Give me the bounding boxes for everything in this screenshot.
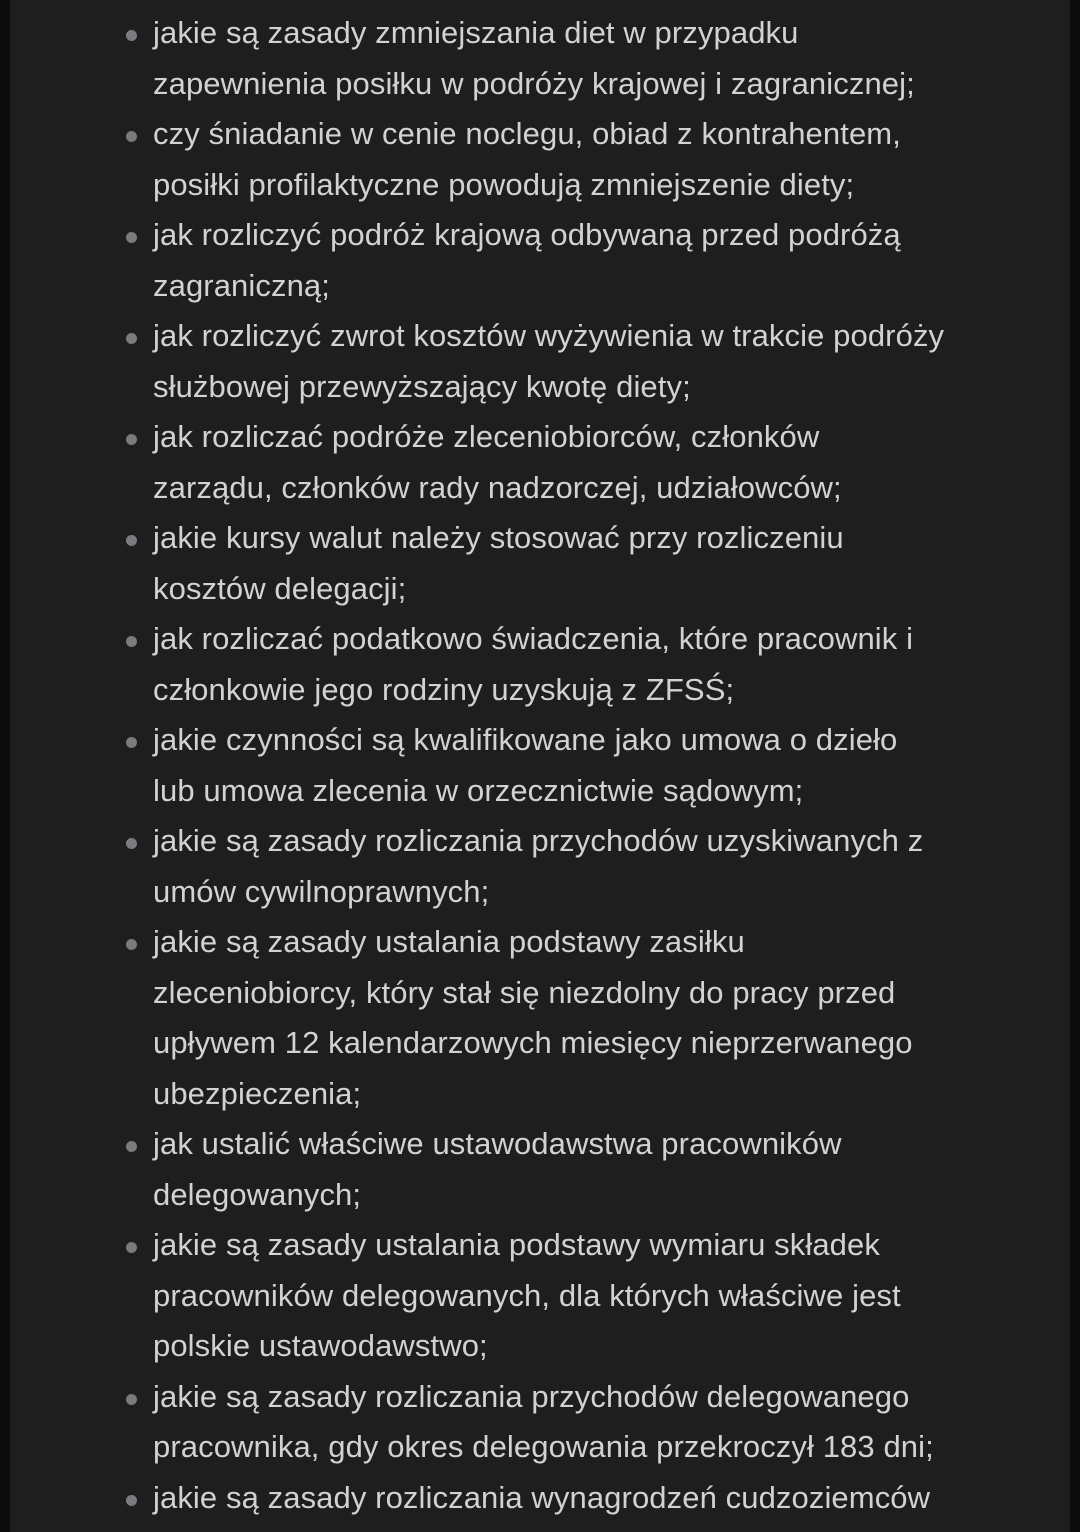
list-item-text: kosztów delegacji; bbox=[153, 570, 407, 606]
list-item-text: upływem 12 kalendarzowych miesięcy nieprzerwanego bbox=[153, 1025, 913, 1060]
list-item bbox=[0, 8, 1080, 109]
list-item-text: pracowników delegowanych, dla których właściwe jest bbox=[153, 1277, 901, 1313]
bullet-dot-icon bbox=[126, 434, 137, 445]
list-item-text: jak rozliczać podatkowo świadczenia, które pracownik i bbox=[153, 621, 914, 656]
list-item-text: posiłki profilaktyczne powodują zmniejszenie diety; bbox=[153, 166, 855, 202]
list-item bbox=[0, 1119, 1080, 1220]
list-item bbox=[0, 1473, 1080, 1524]
list-item-text: jakie czynności są kwalifikowane jako umowa o dzieło bbox=[153, 722, 898, 757]
list-item-text: jakie są zasady ustalania podstawy wymiaru składek bbox=[153, 1227, 880, 1262]
list-item-text: jak rozliczyć zwrot kosztów wyżywienia w trakcie podróży bbox=[153, 318, 945, 353]
list-item bbox=[0, 210, 1080, 311]
list-item bbox=[0, 614, 1080, 715]
list-item-text: służbowej przewyższający kwotę diety; bbox=[153, 368, 691, 404]
list-item-text: jakie są zasady rozliczania przychodów uzyskiwanych z bbox=[153, 823, 924, 858]
list-item bbox=[0, 1220, 1080, 1372]
list-item bbox=[0, 311, 1080, 412]
bullet-dot-icon bbox=[126, 737, 137, 748]
list-item bbox=[0, 109, 1080, 210]
list-item-text: jakie są zasady ustalania podstawy zasiłku bbox=[153, 924, 745, 959]
bullet-dot-icon bbox=[126, 939, 137, 950]
list-item-text: członkowie jego rodziny uzyskują z ZFSŚ; bbox=[153, 671, 735, 707]
list-item bbox=[0, 1372, 1080, 1473]
bullet-dot-icon bbox=[126, 333, 137, 344]
bullet-dot-icon bbox=[126, 30, 137, 41]
list-item-text: jakie są zasady rozliczania przychodów delegowanego bbox=[153, 1378, 910, 1414]
list-item-text: ubezpieczenia; bbox=[153, 1075, 362, 1111]
list-item-text: jak rozliczać podróże zleceniobiorców, członków bbox=[153, 419, 820, 454]
bullet-dot-icon bbox=[126, 1141, 137, 1152]
list-item-text: zapewnienia posiłku w podróży krajowej i zagranicznej; bbox=[153, 65, 915, 101]
bullet-dot-icon bbox=[126, 838, 137, 849]
list-item-text: jakie są zasady zmniejszania diet w przypadku bbox=[153, 15, 799, 50]
list-item bbox=[0, 715, 1080, 816]
list-item-text: lub umowa zlecenia w orzecznictwie sądowym; bbox=[153, 772, 804, 808]
list-item-text: czy śniadanie w cenie noclegu, obiad z kontrahentem, bbox=[153, 116, 901, 151]
list-item bbox=[0, 412, 1080, 513]
list-item-text: jak ustalić właściwe ustawodawstwa pracowników bbox=[153, 1126, 842, 1161]
list-item-text: pracownika, gdy okres delegowania przekroczył 183 dni; bbox=[153, 1429, 934, 1464]
list-item-text: jakie kursy walut należy stosować przy rozliczeniu bbox=[153, 520, 844, 555]
list-item-text: jakie są zasady rozliczania wynagrodzeń cudzoziemców bbox=[153, 1479, 931, 1515]
bullet-dot-icon bbox=[126, 636, 137, 647]
list-item bbox=[0, 513, 1080, 614]
list-item-text: delegowanych; bbox=[153, 1176, 362, 1212]
bullet-dot-icon bbox=[126, 232, 137, 243]
list-item-text: zleceniobiorcy, który stał się niezdolny do pracy przed bbox=[153, 974, 896, 1010]
list-item-text: polskie ustawodawstwo; bbox=[153, 1328, 488, 1363]
list-item-text: jak rozliczyć podróż krajową odbywaną przed podróżą bbox=[153, 217, 901, 252]
bullet-dot-icon bbox=[126, 535, 137, 546]
list-item-text: zagraniczną; bbox=[153, 267, 330, 303]
bullet-dot-icon bbox=[126, 1242, 137, 1253]
list-item-text: zarządu, członków rady nadzorczej, udziałowców; bbox=[153, 469, 842, 505]
bullet-dot-icon bbox=[126, 1394, 137, 1405]
list-item-text: umów cywilnoprawnych; bbox=[153, 873, 490, 909]
list-item bbox=[0, 816, 1080, 917]
bullet-dot-icon bbox=[126, 131, 137, 142]
list-item bbox=[0, 917, 1080, 1119]
bullet-dot-icon bbox=[126, 1495, 137, 1506]
